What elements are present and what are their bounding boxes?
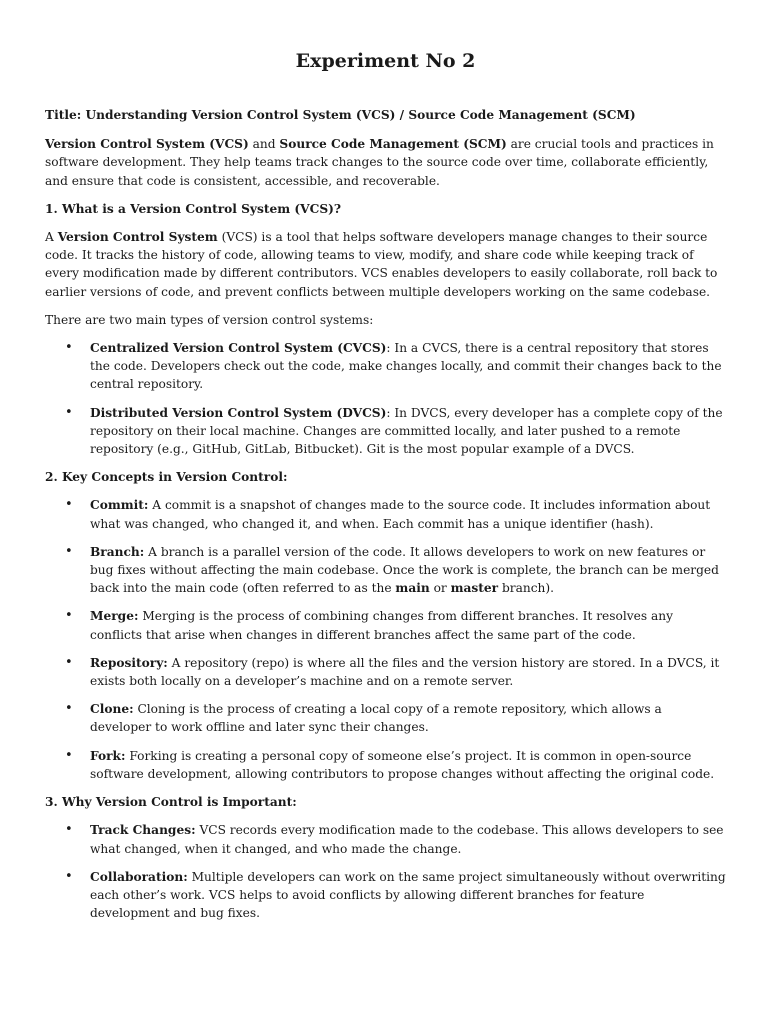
list-item-commit: • Commit: A commit is a snapshot of changes made to the source code. It includes information about what was changed, who changed it, and when. Each commit has a unique identifier (hash). <box>45 496 726 532</box>
list-item-track-changes: • Track Changes: VCS records every modification made to the codebase. This allows developers to see what changed, when it changed, and who made the change. <box>45 821 726 857</box>
list-item-collaboration: • Collaboration: Multiple developers can work on the same project simultaneously without overwriting each other’s work. VCS helps to avoid conflicts by allowing different branches for feature development and bug fixes. <box>45 868 726 923</box>
term-scm: Source Code Management (SCM) <box>279 137 507 152</box>
list-item-cvcs: • Centralized Version Control System (CVCS): In a CVCS, there is a central repository that stores the code. Developers check out the code, make changes locally, and commit their changes back to the central repository. <box>45 339 726 394</box>
section-2-heading: 2. Key Concepts in Version Control: <box>45 470 288 485</box>
section-1-heading: 1. What is a Version Control System (VCS)? <box>45 201 342 216</box>
section-3-heading: 3. Why Version Control is Important: <box>45 795 297 810</box>
section-1-paragraph-2: There are two main types of version control systems: <box>45 312 374 327</box>
term-vcs: Version Control System (VCS) <box>45 137 249 152</box>
list-item-branch: • Branch: A branch is a parallel version of the code. It allows developers to work on new features or bug fixes without affecting the main codebase. Once the work is complete, the branch can be merged back into the main code (often referred to as the main or master branch). <box>45 543 726 598</box>
list-item-clone: • Clone: Cloning is the process of creating a local copy of a remote repository, which allows a developer to work offline and later sync their changes. <box>45 700 726 736</box>
importance-list <box>45 821 726 922</box>
list-item-merge: • Merge: Merging is the process of combining changes from different branches. It resolves any conflicts that arise when changes in different branches affect the same part of the code. <box>45 607 726 643</box>
list-item-dvcs: • Distributed Version Control System (DVCS): In DVCS, every developer has a complete copy of the repository on their local machine. Changes are committed locally, and later pushed to a remote repository (e.g., GitHub, GitLab, Bitbucket). Git is the most popular example of a DVCS. <box>45 404 726 459</box>
vcs-types-list <box>45 339 726 458</box>
key-concepts-list <box>45 496 726 783</box>
section-1-paragraph-1: A Version Control System (VCS) is a tool that helps software developers manage changes to their source code. It tracks the history of code, allowing teams to view, modify, and share code while keeping track of every modification made by different contributors. VCS enables developers to easily collaborate, roll back to earlier versions of code, and prevent conflicts between multiple developers working on the same codebase. <box>45 230 718 299</box>
intro-paragraph: Version Control System (VCS) and Source Code Management (SCM) are crucial tools and practices in software development. They help teams track changes to the source code over time, collaborate efficiently, and ensure that code is consistent, accessible, and recoverable. <box>45 137 714 188</box>
document-title: Title: Understanding Version Control System (VCS) / Source Code Management (SCM) <box>45 108 636 122</box>
document-heading: Experiment No 2 <box>295 50 476 72</box>
list-item-repository: • Repository: A repository (repo) is where all the files and the version history are stored. In a DVCS, it exists both locally on a developer’s machine and on a remote server. <box>45 654 726 690</box>
list-item-fork: • Fork: Forking is creating a personal copy of someone else’s project. It is common in open-source software development, allowing contributors to propose changes without affecting the original code. <box>45 747 726 783</box>
